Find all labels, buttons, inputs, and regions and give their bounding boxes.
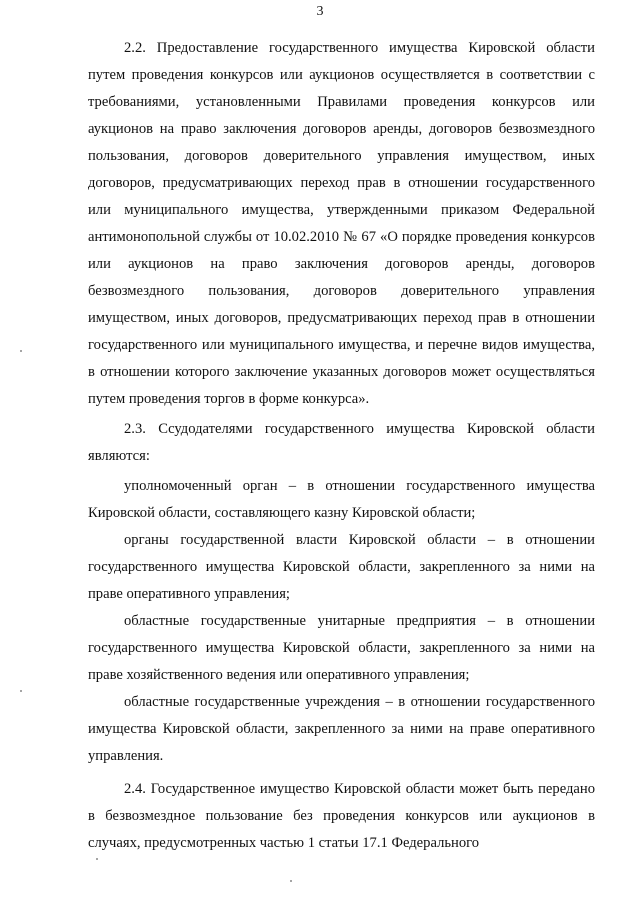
scan-speck: [20, 690, 22, 692]
scan-speck: [96, 858, 98, 860]
page-number: 3: [316, 4, 324, 19]
paragraph-2-2: 2.2. Предоставление государственного имущества Кировской области путем проведения конкурсов или аукционов осуществляется в соответствии с требованиями, установленными Правилами проведения конкурсов или аукционов на право заключения договоров аренды, договоров безвозмездного пользования, договоров доверительного управления имуществом, иных договоров, предусматривающих переход прав в отношении государственного или муниципального имущества, утвержденными приказом Федеральной антимонопольной службы от 10.02.2010 № 67 «О порядке проведения конкурсов или аукционов на право заключения договоров аренды, договоров безвозмездного пользования, договоров доверительного управления имуществом, иных договоров, предусматривающих переход прав в отношении государственного или муниципального имущества, и перечне видов имущества, в отношении которого заключение указанных договоров может осуществляться путем проведения торгов в форме конкурса».: [88, 40, 595, 407]
paragraph-2-4: 2.4. Государственное имущество Кировской области может быть передано в безвозмездное пользование без проведения конкурсов или аукционов в случаях, предусмотренных частью 1 статьи 17.1 Федерального: [88, 781, 595, 851]
paragraph-2-3-item: областные государственные учреждения – в отношении государственного имущества Кировской области, закрепленного за ними на праве оперативного управления.: [88, 694, 595, 764]
document-body: [88, 35, 595, 857]
paragraph-2-3: 2.3. Ссудодателями государственного имущества Кировской области являются:: [88, 421, 595, 464]
paragraph-2-3-item: органы государственной власти Кировской области – в отношении государственного имущества Кировской области, закрепленного за ними на праве оперативного управления;: [88, 532, 595, 602]
scan-speck: [290, 880, 292, 882]
paragraph-2-3-item: областные государственные унитарные предприятия – в отношении государственного имущества Кировской области, закрепленного за ними на праве хозяйственного ведения или оперативного управления;: [88, 613, 595, 683]
scan-speck: [20, 350, 22, 352]
paragraph-2-3-item: уполномоченный орган – в отношении государственного имущества Кировской области, составляющего казну Кировской области;: [88, 478, 595, 521]
